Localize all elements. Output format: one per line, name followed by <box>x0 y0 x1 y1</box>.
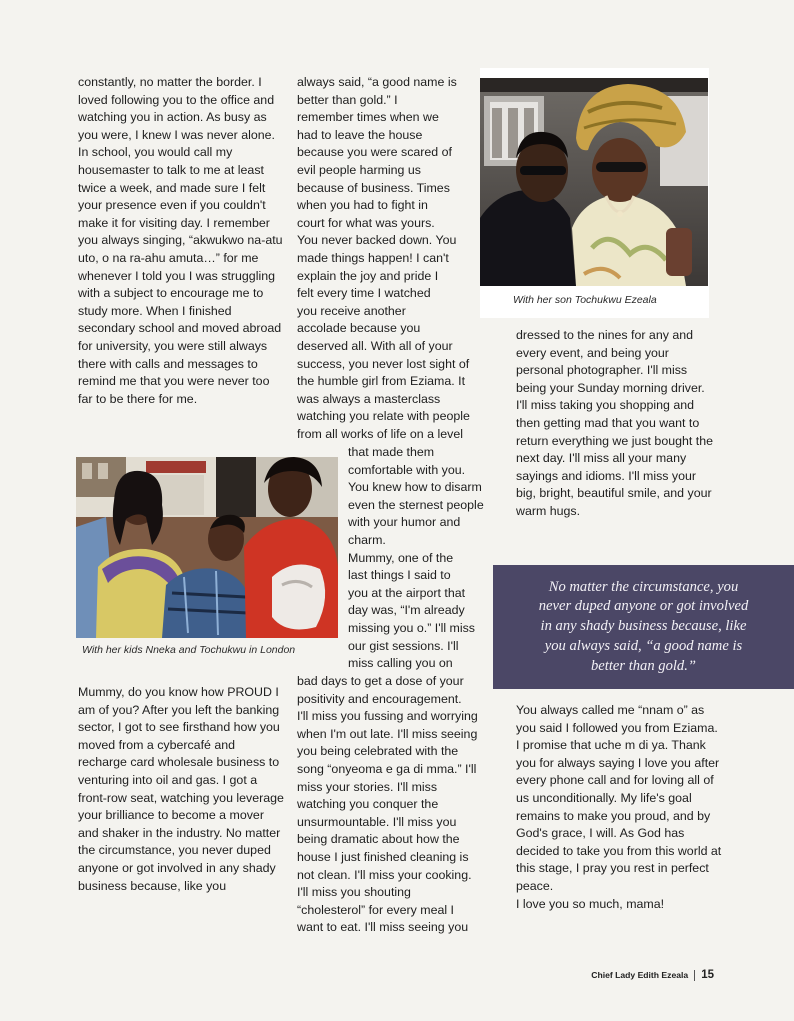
line: being dramatic about how the <box>297 832 460 847</box>
line: better than gold.” I <box>297 92 398 107</box>
column1-bottom-paragraph <box>78 684 284 895</box>
line: comfortable with you. <box>348 462 466 477</box>
line: success, you never lost sight of <box>297 356 470 371</box>
line: positivity and encouragement. <box>297 691 462 706</box>
line: I'll miss you shouting <box>297 885 411 900</box>
photo-mother-and-son-illustration <box>480 78 708 286</box>
line: from all works of life on a level <box>297 426 463 441</box>
line: want to eat. I'll miss seeing you <box>297 920 469 935</box>
line: You never backed down. You <box>297 233 457 248</box>
footer-publication-name: Chief Lady Edith Ezeala <box>591 970 689 980</box>
line: day was, “I'm already <box>348 603 465 618</box>
line: that made them <box>348 445 435 459</box>
column2-top-block <box>297 74 497 443</box>
line: charm. <box>348 532 386 547</box>
photo-mother-with-kids <box>76 457 338 638</box>
column3-top-paragraph <box>516 327 716 521</box>
line: I'll miss you fussing and worrying <box>297 709 478 724</box>
line: You knew how to disarm <box>348 480 482 495</box>
line: our gist sessions. I'll <box>348 638 459 653</box>
line: you at the airport that <box>348 585 466 600</box>
column2-wrap-block <box>348 444 498 673</box>
body-text: constantly, no matter the border. I loved following you to the office and watching you in action. As busy as you were, I knew I was never alone. In school, you would call my housemaster to talk to me at least twice a week, and made sure I felt your presence even if you couldn't make it for visiting day. I remember you always singing, “akwukwo na-atu uto, o na ra-ahu amuta…” for me whenever I told you I was struggling with a subject to encourage me to study more. When I finished secondary school and moved abroad for university, you were still always there with calls and messages to remind me that you were never too far to be there for me. <box>78 75 283 406</box>
line: missing you o.” I'll miss <box>348 620 475 635</box>
line: when I'm out late. I'll miss seeing <box>297 726 478 741</box>
line: bad days to get a dose of your <box>297 674 464 688</box>
line: “cholesterol” for every meal I <box>297 902 455 917</box>
line: not clean. I'll miss your cooking. <box>297 867 472 882</box>
column2-bottom-block <box>297 673 497 937</box>
line: made things happen! I can't <box>297 250 449 265</box>
line: watching you relate with people <box>297 409 470 424</box>
line: unsurmountable. I'll miss you <box>297 814 457 829</box>
photo-mother-with-kids-illustration <box>76 457 338 638</box>
line: you receive another <box>297 303 406 318</box>
line: felt every time I watched <box>297 286 431 301</box>
body-text: You always called me “nnam o” as you said I followed you from Eziama. I promise that uche m di ya. Thank you for always saying I love you after every phone call and for loving all of us unconditionally. My life's goal remains to make you proud, and by God's grace, I will. As God has decided to take you from this world at this stage, I pray you rest in perfect peace. <box>516 703 722 893</box>
photo1-caption: With her son Tochukwu Ezeala <box>513 294 657 306</box>
body-text: Mummy, do you know how PROUD I am of you? After you left the banking sector, I got to see firsthand how you moved from a cybercafé and recharge card wholesale business to venturing into oil and gas. I got a front-row seat, watching you leverage your brilliance to become a mover and shaker in the industry. No matter the circumstance, you never duped anyone or got involved in any shady business because, like you <box>78 685 284 893</box>
line: when you had to fight in <box>297 198 428 213</box>
line: the humble girl from Eziama. It <box>297 374 466 389</box>
line: house I just finished cleaning is <box>297 849 469 864</box>
line: miss your stories. I'll miss <box>297 779 438 794</box>
line: accolade because you <box>297 321 421 336</box>
body-text: dressed to the nines for any and every event, and being your personal photographer. I'll miss being your Sunday morning driver. I'll miss taking you shopping and then getting mad that you want to return everything we just bought the next day. I'll miss all your many sayings and idioms. I'll miss your big, bright, beautiful smile, and your warm hugs. <box>516 328 713 518</box>
closing-line: I love you so much, mama! <box>516 896 665 911</box>
line: even the sternest people <box>348 497 484 512</box>
line: evil people harming us <box>297 162 421 177</box>
pull-quote-box <box>493 565 794 689</box>
column3-bottom-paragraph <box>516 702 722 913</box>
line: was always a masterclass <box>297 391 441 406</box>
footer-divider <box>694 970 695 981</box>
line: you being celebrated with the <box>297 744 459 759</box>
line: miss calling you on <box>348 656 453 671</box>
line: Mummy, one of the <box>348 550 454 565</box>
line: had to leave the house <box>297 127 423 142</box>
page-number: 15 <box>701 969 714 981</box>
photo-mother-and-son <box>480 78 708 286</box>
page-footer <box>591 969 714 981</box>
column1-top-paragraph <box>78 74 284 408</box>
line: song “onyeoma e ga di mma.” I'll <box>297 761 477 776</box>
line: always said, “a good name is <box>297 75 457 89</box>
line: watching you conquer the <box>297 797 439 812</box>
photo2-caption: With her kids Nneka and Tochukwu in London <box>82 644 296 656</box>
pull-quote-text: No matter the circumstance, you never duped anyone or got involved in any shady business because, like you always said, “a good name is better than gold.” <box>538 578 749 674</box>
line: because of business. Times <box>297 180 450 195</box>
line: because you were scared of <box>297 145 452 160</box>
line: last things I said to <box>348 568 451 583</box>
line: remember times when we <box>297 110 439 125</box>
line: explain the joy and pride I <box>297 268 439 283</box>
line: court for what was yours. <box>297 215 435 230</box>
line: with your humor and <box>348 515 461 530</box>
line: deserved all. With all of your <box>297 338 453 353</box>
